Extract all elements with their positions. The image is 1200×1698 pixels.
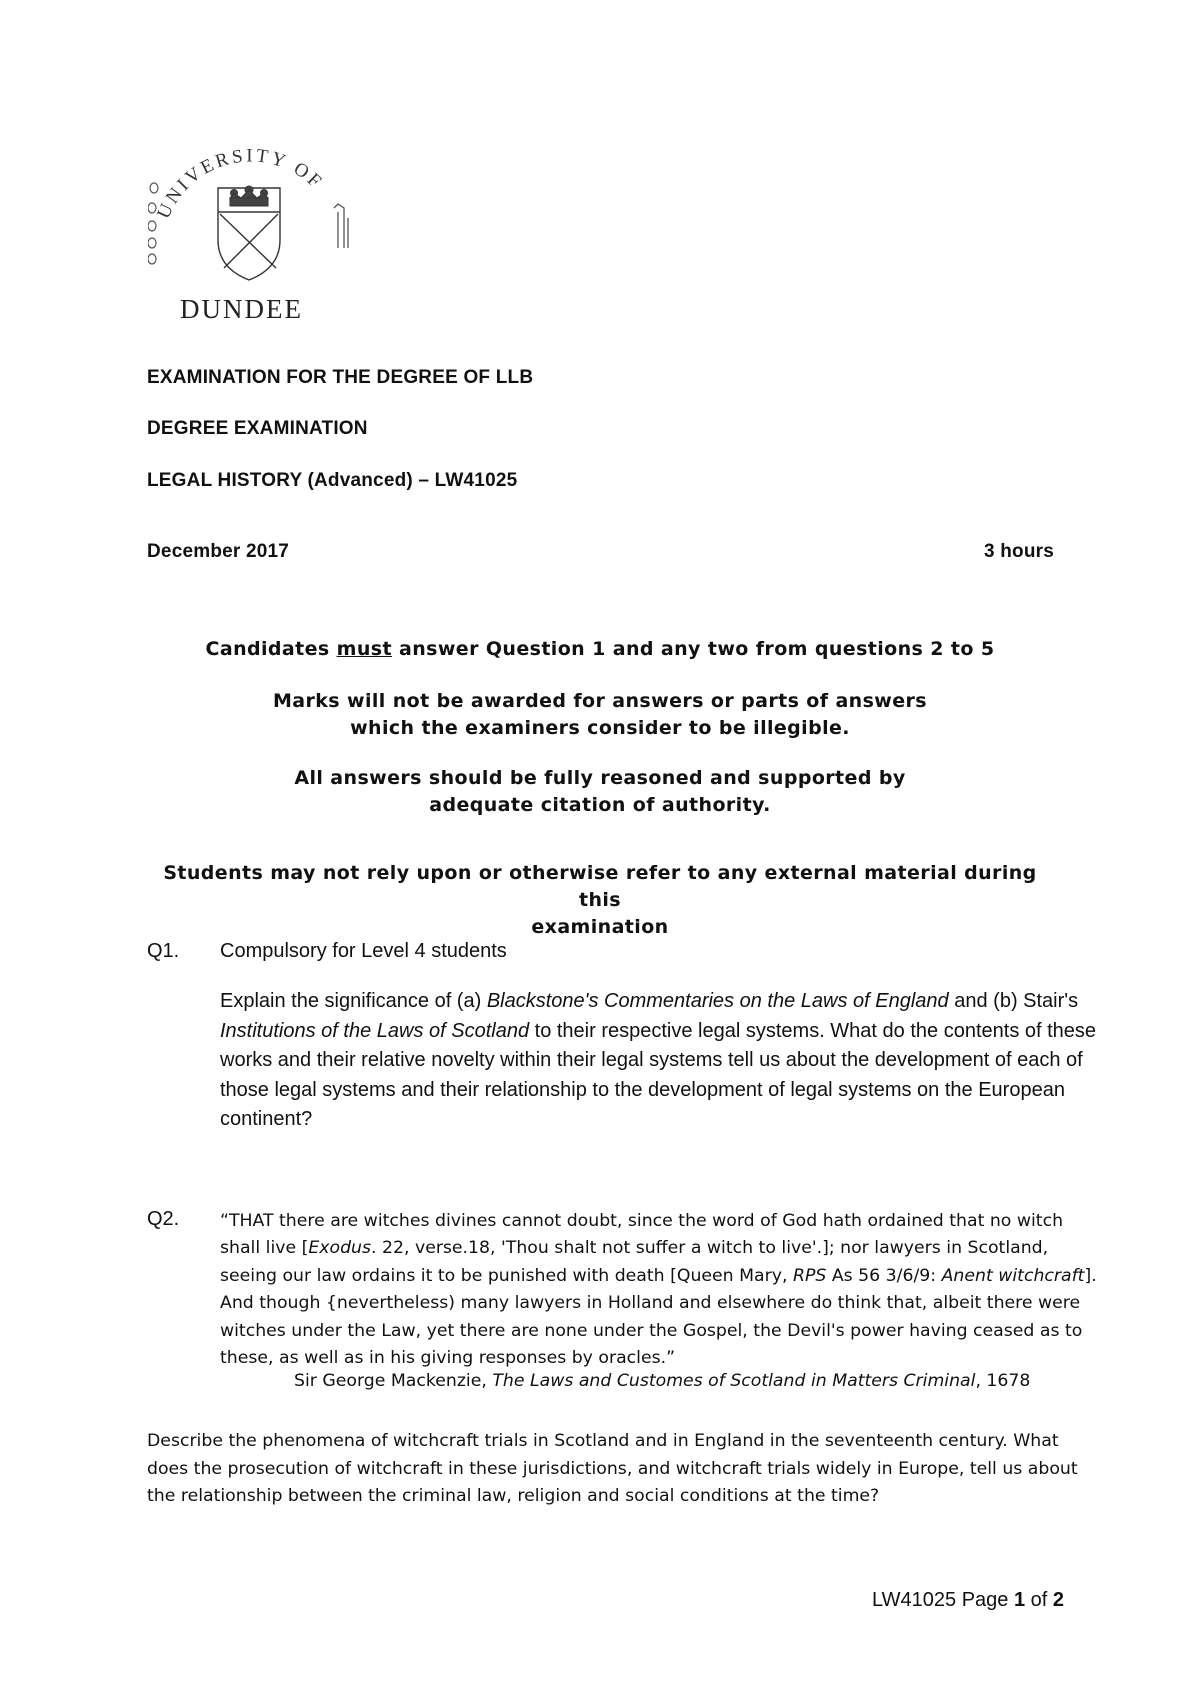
page-footer (872, 1589, 1064, 1612)
instruction-questions (140, 636, 1060, 663)
q2-attribution (294, 1371, 1030, 1391)
instruction-must-word: must (336, 638, 392, 660)
instruction-marks-line2: which the examiners consider to be illegible. (350, 717, 850, 739)
q2-quote-c: . 22, verse.18, 'Thou shalt not suffer a witch to live'.]; nor lawyers in Scotland, seeing our law ordains it to be punished with death [Queen Mary, (220, 1238, 1049, 1286)
q1-text-2: and (b) Stair's (948, 990, 1079, 1012)
q1-text-blackstone: Blackstone's Commentaries on the Laws of England (486, 990, 949, 1012)
instruction-external (140, 860, 1060, 941)
q1-text-stair: Institutions of the Laws of Scotland (220, 1019, 530, 1042)
q2-question: Describe the phenomena of witchcraft trials in Scotland and in England in the seventeenth century. What does the prosecution of witchcraft in these jurisdictions, and witchcraft trials widely in Europe, tell us about the relationship between the criminal law, religion and social conditions at the time? (147, 1431, 1078, 1507)
q2-quote-e: As 56 3/6/9: (826, 1265, 942, 1286)
footer-of: of (1025, 1589, 1053, 1611)
instruction-answers-line2: adequate citation of authority. (429, 794, 771, 816)
svg-text:UNIVERSITY OF (153, 145, 327, 222)
q2-quote-a: “THAT there are witches divines cannot doubt, since the word of God hath ordained that no witch shall live [ (220, 1211, 1064, 1259)
q2-attrib-year: , 1678 (975, 1371, 1031, 1391)
instruction-answers (140, 765, 1060, 819)
instruction-external-line2: examination (531, 916, 669, 938)
footer-page-number: 1 (1013, 1589, 1026, 1611)
q2-quote-rps: RPS (792, 1265, 827, 1286)
q2-attrib-author: Sir George Mackenzie, (294, 1371, 493, 1391)
q2-attrib-title: The Laws and Customes of Scotland in Matters Criminal (492, 1371, 976, 1391)
exam-duration: 3 hours (983, 541, 1054, 562)
q2-quote-anent: Anent witchcraft (941, 1265, 1085, 1286)
q2-quote (220, 1208, 1100, 1372)
instruction-marks (140, 688, 1060, 742)
exam-date: December 2017 (147, 541, 290, 562)
q1-heading: Compulsory for Level 4 students (220, 940, 507, 962)
q2-quote-g: ]. And though {nevertheless) many lawyers in Holland and elsewhere do think that, albeit there were witches under the Law, yet there are none under the Gospel, the Devil's power having ceased as to these, as well as in his giving responses by oracles.” (220, 1265, 1097, 1369)
logo-arc-text: UNIVERSITY OF (153, 145, 328, 222)
course-line: LEGAL HISTORY (Advanced) – LW41025 (147, 470, 518, 491)
instruction-marks-line1: Marks will not be awarded for answers or parts of answers (272, 690, 928, 712)
footer-page-total: 2 (1052, 1589, 1064, 1611)
footer-code: LW41025 Page (872, 1589, 1014, 1611)
instruction-answers-line1: All answers should be fully reasoned and supported by (294, 767, 906, 789)
exam-title: EXAMINATION FOR THE DEGREE OF LLB (147, 367, 534, 388)
instruction-external-line1: Students may not rely upon or otherwise refer to any external material during this (163, 862, 1037, 911)
logo-wordmark: DUNDEE (180, 294, 303, 324)
q2-quote-exodus: Exodus (308, 1238, 371, 1259)
q2-number: Q2. (147, 1208, 180, 1230)
instruction-must-post: answer Question 1 and any two from questions 2 to 5 (391, 638, 995, 660)
degree-line: DEGREE EXAMINATION (147, 418, 368, 439)
instruction-must-pre: Candidates (205, 638, 337, 660)
q1-text-3: to their respective legal systems. What do the contents of these works and their relative novelty within their legal systems tell us about the development of each of those legal systems and their relationship to the development of legal systems on the European continent? (220, 1019, 1097, 1130)
q1-body (220, 987, 1100, 1135)
q1-number: Q1. (147, 940, 180, 962)
q1-text-1: Explain the significance of (a) (220, 990, 487, 1012)
